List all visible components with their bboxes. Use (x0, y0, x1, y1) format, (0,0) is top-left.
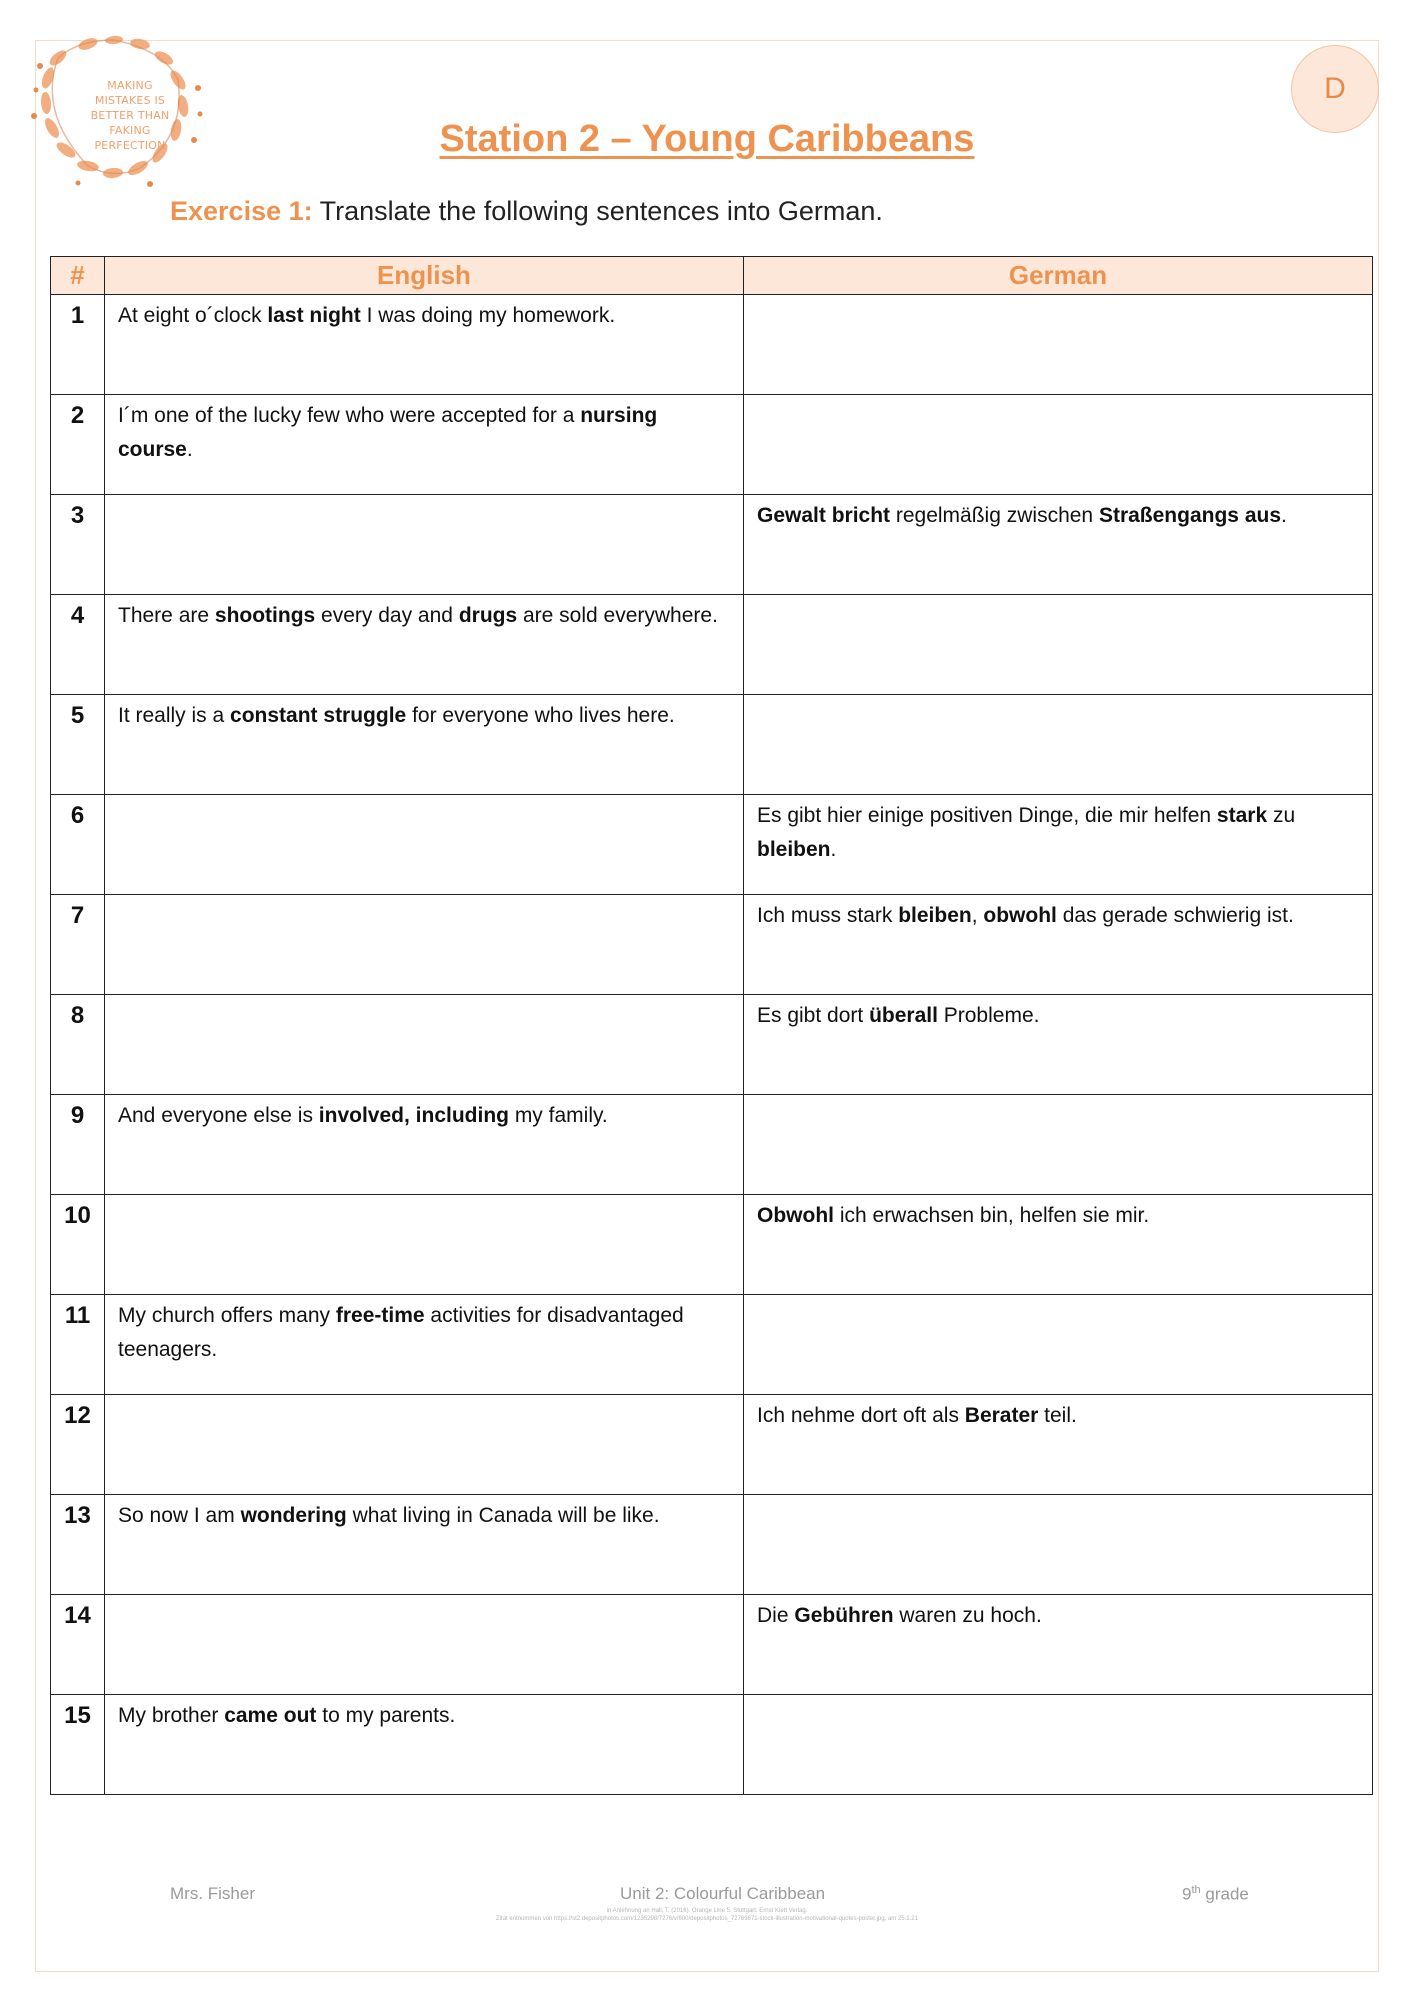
vocab-highlight: came out (224, 1704, 317, 1727)
vocab-highlight: Obwohl (757, 1204, 834, 1227)
sentence-text: . (186, 438, 193, 461)
header-number: # (51, 257, 105, 295)
row-number: 11 (51, 1295, 105, 1395)
sentence-text: to my parents. (316, 1704, 456, 1727)
sentence-text: . (1281, 504, 1287, 527)
vocab-highlight: last night (267, 304, 361, 327)
table-row (51, 1495, 1373, 1595)
row-number: 12 (51, 1395, 105, 1495)
german-cell[interactable] (744, 295, 1373, 395)
german-cell (744, 495, 1373, 595)
german-cell[interactable] (744, 595, 1373, 695)
translation-table (50, 256, 1373, 1795)
sentence-text: zu (1267, 804, 1296, 827)
vocab-highlight: Gewalt bricht (757, 504, 891, 527)
sentence-text: are sold everywhere. (517, 604, 718, 627)
sentence-text: And everyone else is (118, 1104, 319, 1127)
table-row (51, 595, 1373, 695)
row-number: 5 (51, 695, 105, 795)
german-cell[interactable] (744, 695, 1373, 795)
sentence-text: It really is a (118, 704, 231, 727)
vocab-highlight: stark (1216, 804, 1268, 827)
table-row (51, 1695, 1373, 1795)
table-row (51, 1195, 1373, 1295)
table-row (51, 1395, 1373, 1495)
sentence-text: , (971, 904, 984, 927)
sentence-text: Es gibt dort (757, 1004, 870, 1027)
row-number: 4 (51, 595, 105, 695)
sentence-text: Ich muss stark (757, 904, 899, 927)
table-header-row (51, 257, 1373, 295)
german-cell (744, 1195, 1373, 1295)
credit-line: Zitat entnommen von https://st2.depositphotos.com/1235298/7276/v/600/depositphotos_72769871-stock-illustration-motivational-quotes-poster.jpg, am 25.1.21 (496, 1916, 918, 1922)
row-number: 2 (51, 395, 105, 495)
sentence-text: . (830, 838, 837, 861)
sentence-text: what living in Canada will be like. (346, 1504, 660, 1527)
row-number: 15 (51, 1695, 105, 1795)
sentence-text: So now I am (118, 1504, 241, 1527)
row-number: 7 (51, 895, 105, 995)
sentence-text: There are (118, 604, 215, 627)
grade-word: grade (1200, 1884, 1249, 1904)
german-cell (744, 1395, 1373, 1495)
page-title: Station 2 – Young Caribbeans (439, 118, 975, 160)
sentence-text: regelmäßig zwischen (890, 504, 1099, 527)
german-cell[interactable] (744, 395, 1373, 495)
german-cell[interactable] (744, 1095, 1373, 1195)
sentence-text: My brother (118, 1704, 225, 1727)
sentence-text: Es gibt hier einige positiven Dinge, die mir helfen (757, 804, 1217, 827)
row-number: 14 (51, 1595, 105, 1695)
german-cell (744, 795, 1373, 895)
english-cell[interactable] (105, 1395, 744, 1495)
german-cell (744, 895, 1373, 995)
sentence-text: das gerade schwierig ist. (1056, 904, 1294, 927)
sentence-text: Die (757, 1604, 795, 1627)
table-row (51, 1595, 1373, 1695)
table-row (51, 895, 1373, 995)
english-cell (105, 1695, 744, 1795)
row-number: 8 (51, 995, 105, 1095)
table-row (51, 995, 1373, 1095)
sentence-text: I was doing my homework. (360, 304, 616, 327)
table-row (51, 295, 1373, 395)
vocab-highlight: Gebühren (794, 1604, 894, 1627)
source-credits (0, 1907, 1414, 1923)
header-german: German (744, 257, 1373, 295)
table-row (51, 1095, 1373, 1195)
vocab-highlight: bleiben (898, 904, 972, 927)
exercise-label: Exercise 1: (170, 196, 313, 226)
footer-grade (1182, 1884, 1249, 1905)
sentence-text: At eight o´clock (118, 304, 268, 327)
english-cell (105, 1295, 744, 1395)
german-cell (744, 1595, 1373, 1695)
english-cell[interactable] (105, 795, 744, 895)
vocab-highlight: obwohl (983, 904, 1057, 927)
german-cell[interactable] (744, 1495, 1373, 1595)
logo-text: MAKING MISTAKES IS BETTER THAN FAKING PERFECTION (90, 79, 170, 152)
english-cell (105, 1095, 744, 1195)
vocab-highlight: Berater (964, 1404, 1039, 1427)
sentence-text: ich erwachsen bin, helfen sie mir. (834, 1204, 1150, 1227)
english-cell (105, 395, 744, 495)
english-cell (105, 695, 744, 795)
sentence-text: Probleme. (937, 1004, 1040, 1027)
row-number: 3 (51, 495, 105, 595)
table-row (51, 495, 1373, 595)
english-cell (105, 1495, 744, 1595)
vocab-highlight: shootings (214, 604, 316, 627)
english-cell[interactable] (105, 995, 744, 1095)
motivational-logo (18, 18, 214, 198)
english-cell[interactable] (105, 895, 744, 995)
vocab-highlight: bleiben (757, 838, 831, 861)
sentence-text: teil. (1038, 1404, 1077, 1427)
credit-line: in Anlehnung an Hall, T. (2016). Orange Line 5. Stuttgart: Ernst Klett Verlag. (606, 1908, 808, 1914)
sentence-text: waren zu hoch. (893, 1604, 1042, 1627)
table-row (51, 395, 1373, 495)
english-cell[interactable] (105, 495, 744, 595)
english-cell[interactable] (105, 1195, 744, 1295)
row-number: 9 (51, 1095, 105, 1195)
sentence-text: every day and (315, 604, 459, 627)
footer-unit: Unit 2: Colourful Caribbean (620, 1884, 826, 1903)
german-cell[interactable] (744, 1695, 1373, 1795)
vocab-highlight: constant struggle (230, 704, 407, 727)
german-cell (744, 995, 1373, 1095)
vocab-highlight: wondering (240, 1504, 347, 1527)
english-cell (105, 595, 744, 695)
table-row (51, 695, 1373, 795)
sentence-text: for everyone who lives here. (406, 704, 675, 727)
footer-teacher: Mrs. Fisher (170, 1884, 255, 1903)
sentence-text: Ich nehme dort oft als (757, 1404, 965, 1427)
row-number: 1 (51, 295, 105, 395)
exercise-text: Translate the following sentences into German. (312, 196, 883, 226)
grade-number: 9 (1182, 1884, 1192, 1904)
exercise-instruction (170, 196, 883, 227)
level-badge: D (1291, 45, 1379, 133)
sentence-text: My church offers many (118, 1304, 336, 1327)
sentence-text: I´m one of the lucky few who were accepted for a (118, 404, 581, 427)
vocab-highlight: Straßengangs aus (1098, 504, 1282, 527)
vocab-highlight: free-time (335, 1304, 425, 1327)
table-row (51, 795, 1373, 895)
german-cell[interactable] (744, 1295, 1373, 1395)
row-number: 6 (51, 795, 105, 895)
vocab-highlight: involved, including (318, 1104, 509, 1127)
vocab-highlight: drugs (458, 604, 518, 627)
row-number: 10 (51, 1195, 105, 1295)
sentence-text: my family. (508, 1104, 608, 1127)
english-cell[interactable] (105, 1595, 744, 1695)
english-cell (105, 295, 744, 395)
header-english: English (105, 257, 744, 295)
table-row (51, 1295, 1373, 1395)
row-number: 13 (51, 1495, 105, 1595)
grade-suffix: th (1191, 1884, 1201, 1896)
sentence-text: activities for disadvantaged teenagers. (118, 1304, 684, 1361)
vocab-highlight: nursing course (118, 404, 658, 461)
vocab-highlight: überall (869, 1004, 938, 1027)
